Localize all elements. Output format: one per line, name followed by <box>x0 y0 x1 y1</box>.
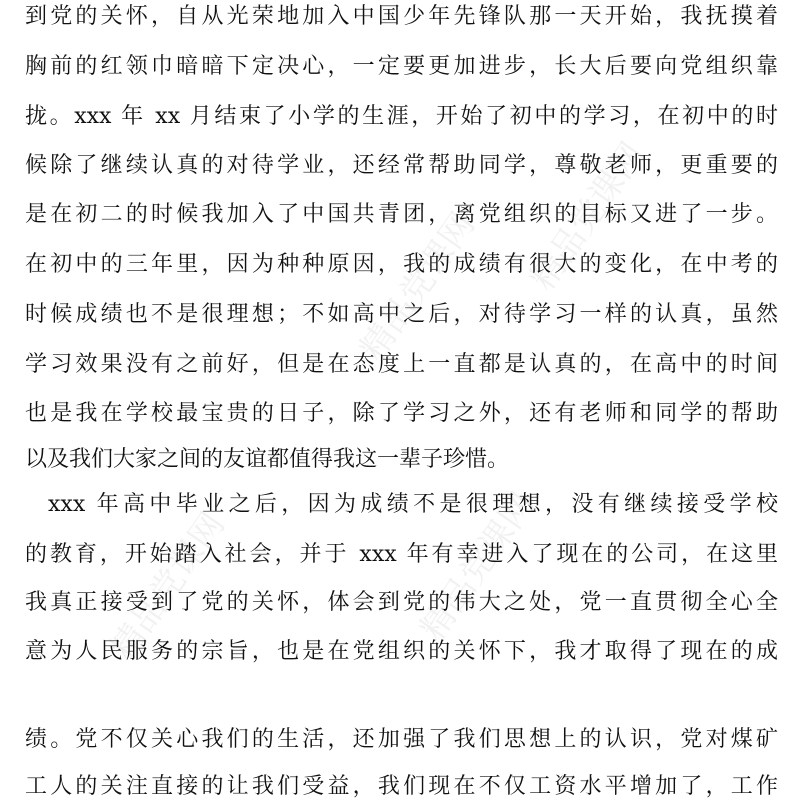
text-line: 工人的关注直接的让我们受益，我们现在不仅工资水平增加了，工作 <box>25 774 778 799</box>
watermark-text: 精品党课网 <box>522 135 654 298</box>
text-line: 胸前的红领巾暗暗下定决心，一定要更加进步，长大后要向党组织靠 <box>25 54 778 79</box>
text-line: 意为人民服务的宗旨，也是在党组织的关怀下，我才取得了现在的成 <box>25 639 778 664</box>
text-line: 我真正接受到了党的关怀，体会到党的伟大之处，党一直贯彻全心全 <box>25 590 778 615</box>
text-line: 时候成绩也不是很理想；不如高中之后，对待学习一样的认真，虽然 <box>25 302 778 327</box>
text-line: 拢。xxx 年 xx 月结束了小学的生涯，开始了初中的学习，在初中的时 <box>25 104 778 129</box>
text-line: 是在初二的时候我加入了中国共青团，离党组织的目标又进了一步。 <box>25 202 778 227</box>
text-line: 绩。党不仅关心我们的生活，还加强了我们思想上的认识，党对煤矿 <box>25 727 778 752</box>
watermark-text: 精品党课网 <box>102 505 234 668</box>
watermark-text: 精品党课网 <box>352 205 484 368</box>
text-line: 到党的关怀，自从光荣地加入中国少年先锋队那一天开始，我抚摸着 <box>25 4 778 29</box>
text-line: 在初中的三年里，因为种种原因，我的成绩有很大的变化，在中考的 <box>25 252 778 277</box>
text-line: 学习效果没有之前好，但是在态度上一直都是认真的，在高中的时间 <box>25 352 778 377</box>
text-line: 的教育，开始踏入社会，并于 xxx 年有幸进入了现在的公司，在这里 <box>25 542 778 567</box>
text-line: 候除了继续认真的对待学业，还经常帮助同学，尊敬老师，更重要的 <box>25 153 778 178</box>
paragraph-first-line: xxx 年高中毕业之后，因为成绩不是很理想，没有继续接受学校 <box>48 492 778 517</box>
text-line: 以及我们大家之间的友谊都值得我这一辈子珍惜。 <box>25 447 510 472</box>
text-line: 也是我在学校最宝贵的日子，除了学习之外，还有老师和同学的帮助 <box>25 401 778 426</box>
watermark-text: 精品党课网 <box>412 485 544 648</box>
